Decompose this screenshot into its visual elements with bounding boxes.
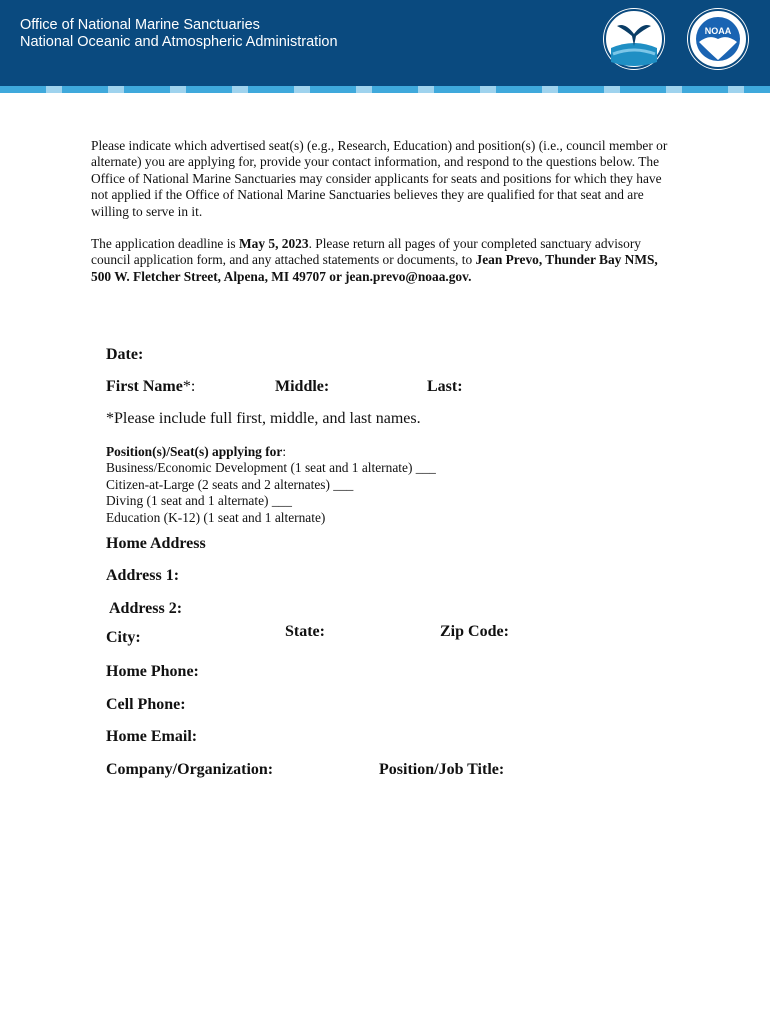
intro-paragraph-2 xyxy=(91,236,676,285)
noaa-logo xyxy=(687,8,749,70)
noaa-logo-text: NOAA xyxy=(704,26,732,36)
seat-item: Diving (1 seat and 1 alternate) ___ xyxy=(106,493,292,509)
header-title xyxy=(20,17,338,51)
noaa-seagull-icon xyxy=(687,8,749,70)
sanctuaries-whale-tail-logo xyxy=(603,8,665,70)
home-address-heading: Home Address xyxy=(106,535,206,552)
positions-section xyxy=(106,444,436,526)
zip-code-label: Zip Code: xyxy=(440,623,509,640)
header-line-2: National Oceanic and Atmospheric Administration xyxy=(20,34,338,50)
positions-heading: Position(s)/Seat(s) applying for xyxy=(106,444,283,459)
cell-phone-label: Cell Phone: xyxy=(106,696,186,713)
intro-text xyxy=(91,138,676,301)
address-1-label: Address 1: xyxy=(106,567,180,584)
positions-colon: : xyxy=(282,444,287,459)
first-name-suffix: *: xyxy=(182,378,196,395)
last-name-label: Last: xyxy=(427,378,463,395)
job-title-label: Position/Job Title: xyxy=(379,761,505,778)
intro-paragraph-1: Please indicate which advertised seat(s) (e.g., Research, Education) and position(s) (i.e., council member or alternate) you are applying for, provide your contact information, and respond to the questions below. The Office of National Marine Sanctuaries may consider applicants for seats and positions for which they have not applied if the Office of National Marine Sanctuaries believes they are qualified for that seat and are willing to serve in it. xyxy=(91,138,668,219)
positions-heading-line xyxy=(106,444,436,460)
seat-item: Education (K-12) (1 seat and 1 alternate) xyxy=(106,509,326,525)
first-name-label xyxy=(106,378,195,396)
whale-tail-icon xyxy=(603,8,665,70)
company-label: Company/Organization: xyxy=(106,761,274,778)
seat-item: Business/Economic Development (1 seat and 1 alternate) ___ xyxy=(106,460,436,476)
names-note: *Please include full first, middle, and last names. xyxy=(106,410,421,427)
first-name-text: First Name xyxy=(106,378,183,395)
home-phone-label: Home Phone: xyxy=(106,663,199,680)
city-label: City: xyxy=(106,629,141,646)
contact-address: Jean Prevo, Thunder Bay NMS, 500 W. Fletcher Street, Alpena, MI 49707 or jean.prevo@noaa.gov. xyxy=(91,252,658,284)
deadline-prefix: The application deadline is xyxy=(91,236,239,252)
deadline-date: May 5, 2023 xyxy=(239,236,309,252)
state-label: State: xyxy=(285,623,325,640)
header-stripe xyxy=(0,86,770,93)
address-2-label: Address 2: xyxy=(109,600,183,617)
date-label: Date: xyxy=(106,346,144,363)
header-line-1: Office of National Marine Sanctuaries xyxy=(20,17,260,33)
seat-item: Citizen-at-Large (2 seats and 2 alternates) ___ xyxy=(106,476,354,492)
return-instructions: . Please return all pages of your completed sanctuary advisory council application form, and any attached statements or documents, to xyxy=(91,236,641,268)
middle-name-label: Middle: xyxy=(275,378,330,395)
home-email-label: Home Email: xyxy=(106,728,198,745)
header-banner xyxy=(0,0,770,86)
